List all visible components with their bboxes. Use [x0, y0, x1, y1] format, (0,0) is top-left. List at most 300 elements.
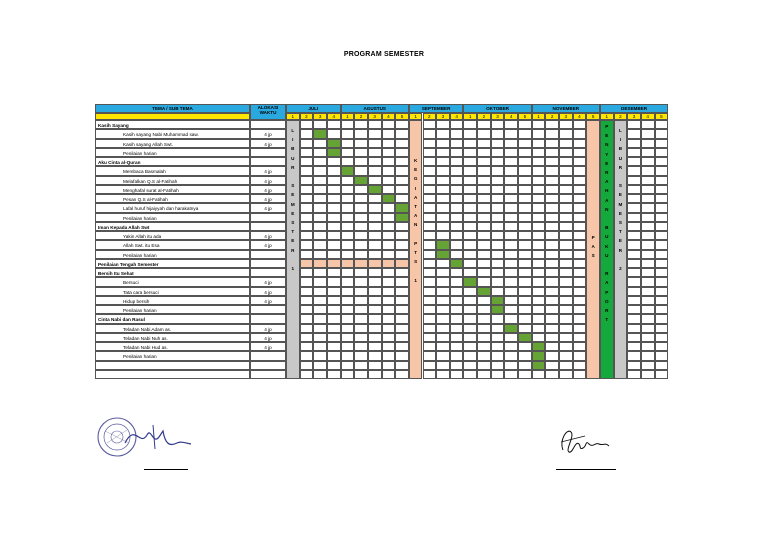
schedule-cell	[354, 120, 368, 129]
table-row-alokasi: 4 jp	[250, 185, 286, 194]
schedule-cell	[313, 240, 327, 249]
schedule-cell	[559, 139, 573, 148]
schedule-cell	[341, 120, 355, 129]
schedule-cell	[655, 231, 669, 240]
schedule-cell	[504, 139, 518, 148]
week-number: 3	[368, 113, 382, 120]
schedule-cell	[504, 324, 518, 333]
schedule-cell	[518, 194, 532, 203]
schedule-cell	[395, 351, 409, 360]
schedule-cell	[450, 148, 464, 157]
schedule-cell	[477, 157, 491, 166]
week-number: 2	[545, 113, 559, 120]
schedule-cell	[436, 305, 450, 314]
schedule-cell	[477, 129, 491, 138]
schedule-cell	[450, 194, 464, 203]
schedule-cell	[341, 250, 355, 259]
schedule-cell	[368, 213, 382, 222]
schedule-cell	[532, 314, 546, 323]
schedule-cell	[463, 231, 477, 240]
schedule-cell	[313, 120, 327, 129]
schedule-cell	[395, 259, 409, 268]
schedule-cell	[354, 129, 368, 138]
schedule-cell	[463, 277, 477, 286]
schedule-cell	[327, 277, 341, 286]
schedule-cell	[573, 351, 587, 360]
schedule-cell	[450, 185, 464, 194]
schedule-cell	[655, 166, 669, 175]
schedule-cell	[395, 213, 409, 222]
schedule-cell	[341, 185, 355, 194]
schedule-cell	[341, 351, 355, 360]
schedule-cell	[463, 194, 477, 203]
schedule-cell	[327, 250, 341, 259]
schedule-cell	[627, 222, 641, 231]
schedule-cell	[313, 342, 327, 351]
schedule-cell	[450, 222, 464, 231]
schedule-cell	[463, 213, 477, 222]
schedule-cell	[641, 222, 655, 231]
schedule-cell	[655, 213, 669, 222]
schedule-cell	[436, 166, 450, 175]
schedule-cell	[573, 176, 587, 185]
table-row-alokasi	[250, 250, 286, 259]
schedule-cell	[327, 166, 341, 175]
schedule-cell	[341, 222, 355, 231]
schedule-cell	[641, 231, 655, 240]
schedule-cell	[395, 342, 409, 351]
schedule-cell	[423, 157, 437, 166]
schedule-cell	[491, 166, 505, 175]
schedule-cell	[341, 240, 355, 249]
schedule-cell	[300, 166, 314, 175]
schedule-cell	[354, 370, 368, 379]
schedule-cell	[463, 166, 477, 175]
schedule-cell	[382, 250, 396, 259]
schedule-cell	[573, 268, 587, 277]
schedule-cell	[368, 259, 382, 268]
schedule-cell	[532, 129, 546, 138]
schedule-cell	[477, 213, 491, 222]
schedule-cell	[300, 370, 314, 379]
schedule-cell	[655, 157, 669, 166]
schedule-cell	[327, 324, 341, 333]
schedule-cell	[313, 203, 327, 212]
schedule-cell	[368, 120, 382, 129]
schedule-cell	[559, 222, 573, 231]
month-header: DESEMBER	[600, 104, 668, 113]
schedule-cell	[545, 333, 559, 342]
schedule-cell	[463, 268, 477, 277]
schedule-cell	[313, 259, 327, 268]
schedule-cell	[655, 268, 669, 277]
schedule-cell	[491, 203, 505, 212]
schedule-cell	[491, 333, 505, 342]
schedule-cell	[395, 194, 409, 203]
schedule-cell	[573, 194, 587, 203]
table-row-label: Lafal huruf hijaiyyah dan harakatnya	[95, 203, 250, 212]
table-row-alokasi: 4 jp	[250, 194, 286, 203]
schedule-cell	[559, 213, 573, 222]
week-number: 1	[600, 113, 614, 120]
schedule-cell	[368, 351, 382, 360]
schedule-cell	[300, 120, 314, 129]
schedule-cell	[477, 185, 491, 194]
schedule-cell	[382, 194, 396, 203]
schedule-cell	[382, 157, 396, 166]
schedule-cell	[423, 268, 437, 277]
table-row-alokasi: 4 jp	[250, 240, 286, 249]
schedule-cell	[559, 176, 573, 185]
schedule-cell	[655, 370, 669, 379]
schedule-cell	[627, 120, 641, 129]
schedule-cell	[545, 203, 559, 212]
schedule-cell	[504, 268, 518, 277]
schedule-cell	[545, 259, 559, 268]
schedule-cell	[463, 176, 477, 185]
schedule-cell	[504, 213, 518, 222]
table-row-label: Penilaian Tengah Semester	[95, 259, 250, 268]
schedule-cell	[354, 185, 368, 194]
schedule-cell	[518, 351, 532, 360]
schedule-cell	[559, 351, 573, 360]
schedule-cell	[395, 148, 409, 157]
schedule-cell	[463, 342, 477, 351]
schedule-cell	[532, 157, 546, 166]
schedule-cell	[300, 129, 314, 138]
schedule-cell	[491, 129, 505, 138]
schedule-cell	[368, 129, 382, 138]
schedule-cell	[655, 222, 669, 231]
schedule-cell	[477, 250, 491, 259]
schedule-cell	[354, 148, 368, 157]
schedule-cell	[436, 351, 450, 360]
schedule-cell	[518, 157, 532, 166]
table-row-label: Teladan Nabi Hud as.	[95, 342, 250, 351]
schedule-cell	[313, 333, 327, 342]
schedule-cell	[573, 277, 587, 286]
schedule-cell	[518, 296, 532, 305]
schedule-cell	[573, 203, 587, 212]
table-row-alokasi: 4 jp	[250, 333, 286, 342]
schedule-cell	[518, 268, 532, 277]
schedule-cell	[655, 314, 669, 323]
schedule-cell	[395, 176, 409, 185]
schedule-cell	[341, 277, 355, 286]
schedule-cell	[368, 342, 382, 351]
table-row-label: Bersih Itu Sehat	[95, 268, 250, 277]
schedule-cell	[395, 222, 409, 231]
schedule-cell	[545, 129, 559, 138]
schedule-cell	[436, 277, 450, 286]
schedule-cell	[627, 370, 641, 379]
schedule-cell	[559, 268, 573, 277]
table-row-alokasi: 4 jp	[250, 176, 286, 185]
schedule-cell	[491, 361, 505, 370]
schedule-cell	[341, 148, 355, 157]
schedule-cell	[423, 231, 437, 240]
schedule-cell	[477, 287, 491, 296]
schedule-cell	[313, 277, 327, 286]
week-number: 1	[286, 113, 300, 120]
table-row-label: Allah Swt. itu Esa	[95, 240, 250, 249]
schedule-cell	[641, 203, 655, 212]
table-row-label: Menghafal surat al-Fatihah	[95, 185, 250, 194]
table-row-label: Tata cara bersuci	[95, 287, 250, 296]
schedule-cell	[382, 370, 396, 379]
schedule-cell	[559, 342, 573, 351]
schedule-cell	[504, 305, 518, 314]
schedule-cell	[559, 324, 573, 333]
schedule-cell	[463, 203, 477, 212]
schedule-cell	[655, 277, 669, 286]
schedule-cell	[545, 324, 559, 333]
schedule-cell	[395, 231, 409, 240]
schedule-cell	[627, 203, 641, 212]
schedule-cell	[532, 222, 546, 231]
schedule-cell	[300, 176, 314, 185]
schedule-cell	[450, 287, 464, 296]
table-row-alokasi: 4 jp	[250, 129, 286, 138]
schedule-cell	[532, 305, 546, 314]
schedule-cell	[641, 166, 655, 175]
schedule-cell	[491, 213, 505, 222]
table-row-alokasi: 4 jp	[250, 324, 286, 333]
schedule-cell	[573, 324, 587, 333]
schedule-cell	[545, 176, 559, 185]
schedule-cell	[463, 296, 477, 305]
schedule-cell	[463, 259, 477, 268]
table-row-label: Pesan Q.S al-Fatihah	[95, 194, 250, 203]
schedule-cell	[545, 342, 559, 351]
table-row-alokasi: 4 jp	[250, 231, 286, 240]
schedule-cell	[354, 259, 368, 268]
schedule-cell	[545, 213, 559, 222]
schedule-cell	[627, 361, 641, 370]
table-row-label: Teladan Nabi Adam as.	[95, 324, 250, 333]
schedule-cell	[477, 296, 491, 305]
schedule-cell	[327, 370, 341, 379]
schedule-cell	[491, 139, 505, 148]
week-number: 2	[614, 113, 628, 120]
schedule-cell	[559, 287, 573, 296]
schedule-cell	[436, 157, 450, 166]
table-row-alokasi	[250, 157, 286, 166]
week-number: 3	[559, 113, 573, 120]
schedule-cell	[477, 370, 491, 379]
schedule-cell	[313, 213, 327, 222]
schedule-cell	[300, 148, 314, 157]
schedule-cell	[300, 240, 314, 249]
schedule-cell	[436, 259, 450, 268]
schedule-cell	[463, 148, 477, 157]
schedule-cell	[477, 277, 491, 286]
schedule-cell	[641, 361, 655, 370]
schedule-cell	[300, 342, 314, 351]
schedule-cell	[477, 194, 491, 203]
schedule-cell	[627, 277, 641, 286]
schedule-cell	[559, 120, 573, 129]
schedule-cell	[463, 333, 477, 342]
schedule-cell	[463, 157, 477, 166]
schedule-cell	[559, 259, 573, 268]
schedule-cell	[450, 259, 464, 268]
schedule-cell	[559, 157, 573, 166]
schedule-cell	[477, 305, 491, 314]
table-row-label: Cinta Nabi dan Rasul	[95, 314, 250, 323]
schedule-cell	[559, 277, 573, 286]
table-row-alokasi	[250, 314, 286, 323]
schedule-cell	[368, 203, 382, 212]
schedule-cell	[354, 324, 368, 333]
table-row-label: Penilaian harian	[95, 351, 250, 360]
schedule-cell	[463, 250, 477, 259]
schedule-cell	[504, 296, 518, 305]
schedule-cell	[368, 333, 382, 342]
table-row-label: Kasih sayang Nabi Muhammad saw.	[95, 129, 250, 138]
table-row-alokasi: 4 jp	[250, 139, 286, 148]
schedule-cell	[532, 250, 546, 259]
schedule-cell	[641, 194, 655, 203]
schedule-cell	[641, 139, 655, 148]
schedule-cell	[450, 268, 464, 277]
schedule-cell	[395, 305, 409, 314]
schedule-cell	[573, 370, 587, 379]
schedule-cell	[395, 185, 409, 194]
table-row-alokasi: 4 jp	[250, 287, 286, 296]
schedule-cell	[491, 120, 505, 129]
schedule-cell	[423, 314, 437, 323]
schedule-cell	[655, 129, 669, 138]
schedule-cell	[573, 222, 587, 231]
schedule-cell	[313, 324, 327, 333]
schedule-cell	[395, 287, 409, 296]
schedule-cell	[327, 287, 341, 296]
schedule-cell	[368, 250, 382, 259]
table-row-label: Bersuci	[95, 277, 250, 286]
schedule-cell	[477, 240, 491, 249]
table-row-alokasi: 4 jp	[250, 203, 286, 212]
schedule-cell	[627, 139, 641, 148]
schedule-cell	[627, 166, 641, 175]
schedule-cell	[341, 287, 355, 296]
schedule-cell	[341, 129, 355, 138]
schedule-cell	[382, 139, 396, 148]
table-row-alokasi	[250, 148, 286, 157]
table-row-alokasi: 4 jp	[250, 277, 286, 286]
schedule-cell	[395, 129, 409, 138]
schedule-cell	[477, 120, 491, 129]
schedule-cell	[313, 296, 327, 305]
schedule-cell	[327, 296, 341, 305]
schedule-cell	[395, 370, 409, 379]
schedule-cell	[559, 333, 573, 342]
schedule-cell	[477, 324, 491, 333]
schedule-cell	[532, 370, 546, 379]
schedule-cell	[518, 176, 532, 185]
schedule-cell	[327, 268, 341, 277]
schedule-cell	[655, 240, 669, 249]
schedule-cell	[423, 370, 437, 379]
schedule-cell	[327, 120, 341, 129]
schedule-cell	[313, 166, 327, 175]
schedule-cell	[368, 268, 382, 277]
schedule-cell	[545, 370, 559, 379]
schedule-cell	[641, 333, 655, 342]
schedule-cell	[518, 129, 532, 138]
week-number: 4	[327, 113, 341, 120]
schedule-cell	[354, 157, 368, 166]
schedule-cell	[573, 259, 587, 268]
schedule-cell	[313, 370, 327, 379]
schedule-cell	[395, 268, 409, 277]
schedule-cell	[354, 231, 368, 240]
table-row-alokasi	[250, 213, 286, 222]
week-number: 3	[313, 113, 327, 120]
schedule-cell	[436, 222, 450, 231]
schedule-cell	[450, 240, 464, 249]
table-row-label: Kasih Sayang	[95, 120, 250, 129]
schedule-cell	[368, 139, 382, 148]
schedule-cell	[395, 277, 409, 286]
schedule-cell	[627, 324, 641, 333]
schedule-cell	[423, 240, 437, 249]
schedule-cell	[436, 148, 450, 157]
schedule-cell	[313, 148, 327, 157]
schedule-cell	[491, 194, 505, 203]
schedule-cell	[573, 240, 587, 249]
schedule-cell	[532, 296, 546, 305]
schedule-cell	[518, 240, 532, 249]
schedule-cell	[627, 351, 641, 360]
schedule-cell	[655, 120, 669, 129]
schedule-cell	[423, 287, 437, 296]
schedule-cell	[327, 240, 341, 249]
schedule-cell	[545, 361, 559, 370]
schedule-cell	[573, 314, 587, 323]
week-number: 2	[354, 113, 368, 120]
table-row-alokasi: 4 jp	[250, 296, 286, 305]
schedule-cell	[368, 194, 382, 203]
schedule-cell	[300, 222, 314, 231]
schedule-cell	[300, 277, 314, 286]
week-number: 3	[491, 113, 505, 120]
schedule-cell	[382, 342, 396, 351]
schedule-cell	[423, 203, 437, 212]
schedule-cell	[532, 259, 546, 268]
schedule-cell	[655, 176, 669, 185]
schedule-cell	[341, 194, 355, 203]
schedule-cell	[477, 268, 491, 277]
schedule-cell	[573, 287, 587, 296]
schedule-cell	[655, 324, 669, 333]
schedule-cell	[573, 157, 587, 166]
schedule-cell	[382, 222, 396, 231]
schedule-cell	[327, 361, 341, 370]
teacher-signature	[555, 420, 615, 460]
schedule-cell	[463, 351, 477, 360]
schedule-cell	[354, 287, 368, 296]
table-row-label: Penilaian harian	[95, 305, 250, 314]
schedule-cell	[532, 361, 546, 370]
schedule-cell	[655, 194, 669, 203]
schedule-cell	[436, 333, 450, 342]
schedule-cell	[504, 240, 518, 249]
schedule-cell	[518, 361, 532, 370]
schedule-cell	[518, 203, 532, 212]
schedule-cell	[477, 139, 491, 148]
schedule-cell	[504, 333, 518, 342]
